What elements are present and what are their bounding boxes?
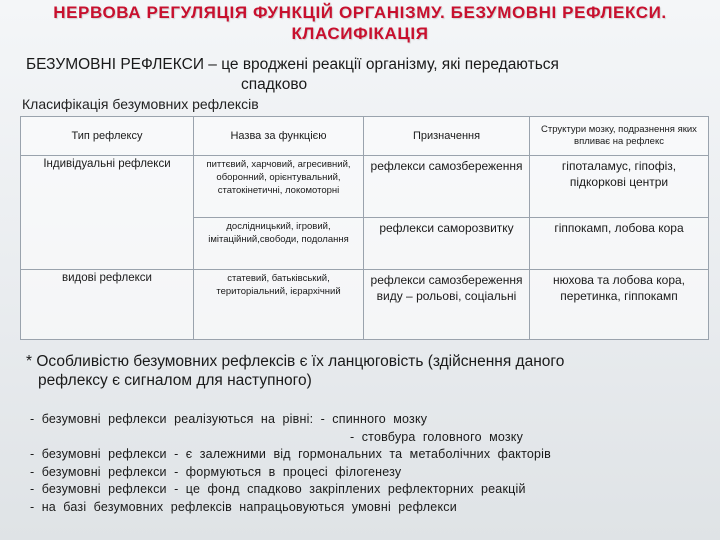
cell-name: питтєвий, харчовий, агресивний, оборонний, орієнтувальний, статокінетичні, локомоторні bbox=[194, 156, 364, 218]
header-name: Назва за функцією bbox=[194, 117, 364, 156]
table-row bbox=[21, 270, 709, 340]
table-row bbox=[21, 156, 709, 218]
title-line-2: КЛАСИФІКАЦІЯ bbox=[291, 24, 429, 43]
list-item: - безумовні рефлекси - є залежними від гормональних та метаболічних факторів bbox=[30, 447, 551, 461]
list-item: - на базі безумовних рефлексів напрацьовуються умовні рефлекси bbox=[30, 499, 457, 514]
cell-structures: нюхова та лобова кора, перетинка, гіппокамп bbox=[530, 270, 709, 340]
cell-type: видові рефлекси bbox=[21, 270, 194, 340]
table-header-row bbox=[21, 117, 709, 156]
definition bbox=[26, 55, 706, 95]
cell-structures: гіппокамп, лобова кора bbox=[530, 218, 709, 270]
note-line-2: рефлексу є сигналом для наступного) bbox=[38, 372, 312, 389]
header-structures: Структури мозку, подразнення яких впливає на рефлекс bbox=[530, 117, 709, 156]
page-title bbox=[0, 2, 720, 44]
cell-purpose: рефлекси саморозвитку bbox=[364, 218, 530, 270]
facts-list bbox=[30, 411, 710, 516]
cell-name: статевий, батьківський, територіальний, ієрархічний bbox=[194, 270, 364, 340]
header-type: Тип рефлексу bbox=[21, 117, 194, 156]
cell-purpose: рефлекси самозбереження bbox=[364, 156, 530, 218]
list-item: - безумовні рефлекси - це фонд спадково закріплених рефлекторних реакцій bbox=[30, 482, 526, 496]
definition-line-1: БЕЗУМОВНІ РЕФЛЕКСИ – це вроджені реакції організму, які передаються bbox=[26, 56, 559, 73]
note-line-1: * Особливістю безумовних рефлексів є їх ланцюговість (здійснення даного bbox=[26, 353, 565, 370]
table-caption: Класифікація безумовних рефлексів bbox=[22, 96, 259, 112]
cell-structures: гіпоталамус, гіпофіз, підкоркові центри bbox=[530, 156, 709, 218]
chain-note bbox=[26, 352, 706, 390]
list-item: - стовбура головного мозку bbox=[350, 429, 524, 444]
cell-type: Індивідуальні рефлекси bbox=[21, 156, 194, 270]
list-item: - безумовні рефлекси - формуються в процесі філогенезу bbox=[30, 464, 402, 479]
cell-purpose: рефлекси самозбереження виду – рольові, соціальні bbox=[364, 270, 530, 340]
classification-table bbox=[20, 116, 709, 340]
cell-name: дослідницький, ігровий, імітаційний,свободи, подолання bbox=[194, 218, 364, 270]
header-purpose: Призначення bbox=[364, 117, 530, 156]
list-item: - безумовні рефлекси реалізуються на рівні: - спинного мозку bbox=[30, 412, 428, 426]
definition-line-2: спадково bbox=[241, 76, 308, 93]
title-line-1: НЕРВОВА РЕГУЛЯЦІЯ ФУНКЦІЙ ОРГАНІЗМУ. БЕЗУМОВНІ РЕФЛЕКСИ. bbox=[53, 3, 667, 22]
